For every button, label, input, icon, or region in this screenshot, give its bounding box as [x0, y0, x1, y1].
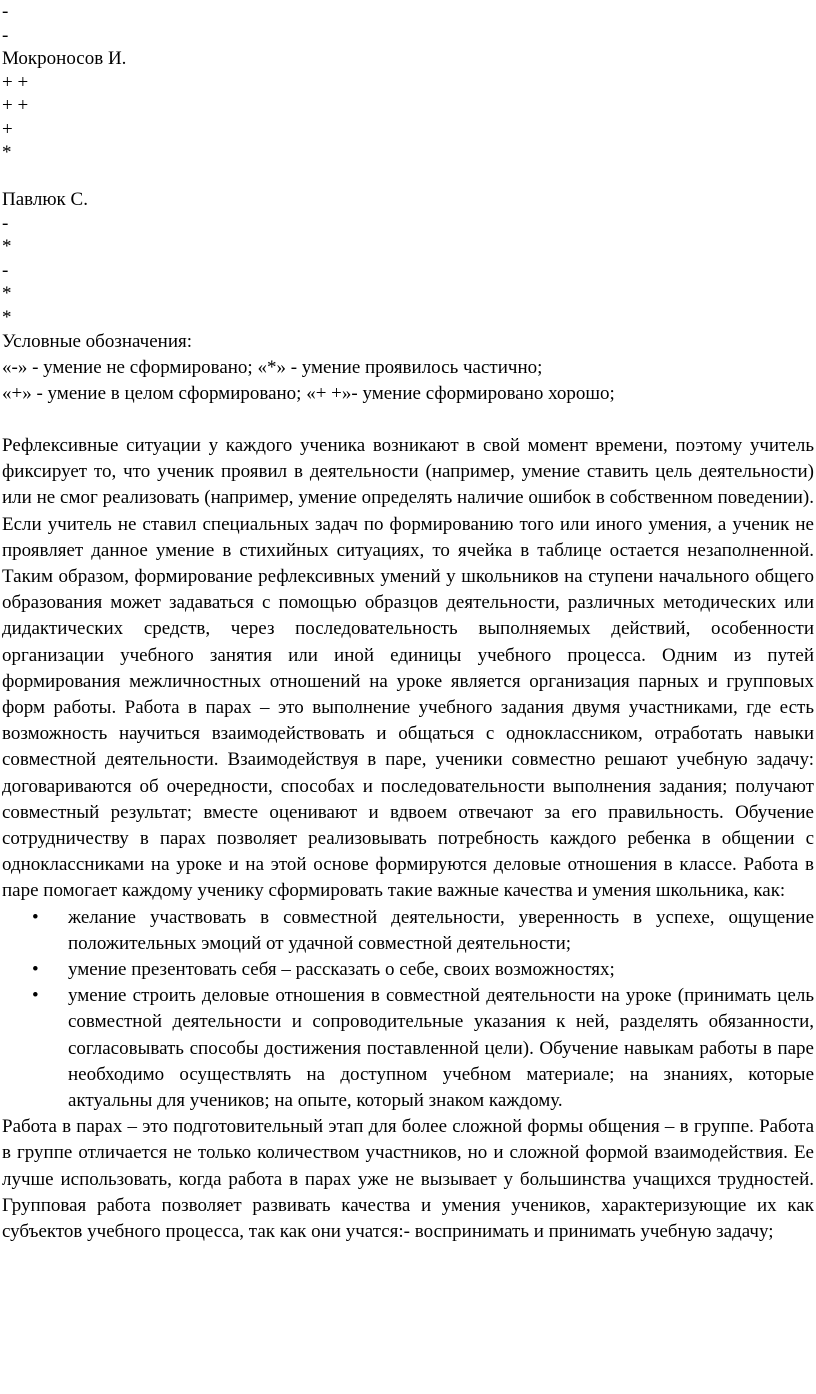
list-item: • умение презентовать себя – рассказать о себе, своих возможностях; — [2, 957, 814, 983]
mark-line: + + — [2, 95, 29, 116]
mark-line: * — [2, 306, 12, 328]
legend-line: «-» - умение не сформировано; «*» - умение проявилось частично; — [2, 357, 543, 378]
mark-line: + + — [2, 71, 29, 93]
mark-line: - — [2, 212, 9, 234]
legend-title: Условные обозначения: — [2, 331, 193, 352]
bullet-list — [2, 905, 814, 1115]
legend-line: «+» - умение в целом сформировано; «+ +»- умение сформировано хорошо; — [2, 383, 615, 404]
mark-line: + — [2, 118, 13, 140]
blank-line — [2, 407, 814, 433]
mark-line: - — [2, 24, 9, 46]
student-name: Мокроносов И. — [2, 48, 127, 69]
list-item: • умение строить деловые отношения в совместной деятельности на уроке (принимать цель совместной деятельности и сопроводительные указания к ней, разделять обязанности, согласовывать способы достижения поставленной цели). Обучение навыкам работы в паре необходимо осуществлять на доступном учебном материале; на знаниях, которые актуальны для учеников; на опыте, который знаком каждому. — [2, 983, 814, 1114]
mark-line: - — [2, 1, 9, 22]
mark-line: * — [2, 236, 12, 257]
list-item: • желание участвовать в совместной деятельности, уверенность в успехе, ощущение положительных эмоций от удачной совместной деятельности; — [2, 905, 814, 957]
mark-line: - — [2, 259, 9, 281]
blank-line — [2, 165, 814, 189]
student-name: Павлюк С. — [2, 189, 88, 210]
body-paragraph: Работа в парах – это подготовительный этап для более сложной формы общения – в группе. Работа в группе отличается не только количеством участников, но и сложной формой взаимодействия. Ее лучше использовать, когда работа в парах уже не вызывает у большинства учащихся трудностей. Групповая работа позволяет развивать качества и умения учеников, характеризующие их как субъектов учебного процесса, так как они учатся:- воспринимать и принимать учебную задачу; — [2, 1116, 814, 1243]
body-paragraph: Рефлексивные ситуации у каждого ученика возникают в свой момент времени, поэтому учитель фиксирует то, что ученик проявил в деятельности (например, умение ставить цель деятельности) или не смог реализовать (например, умение определять наличие ошибок в собственном поведении). Если учитель не ставил специальных задач по формированию того или иного умения, а ученик не проявляет данное умение в стихийных ситуациях, то ячейка в таблице остается незаполненной. Таким образом, формирование рефлексивных умений у школьников на ступени начального общего образования может задаваться с помощью образцов деятельности, различных методических или дидактических средств, через последовательность выполняемых действий, особенности организации учебного занятия или иной единицы учебного процесса. Одним из путей формирования межличностных отношений на уроке является организация парных и групповых форм работы. Работа в парах – это выполнение учебного задания двумя участниками, где есть возможность научиться взаимодействовать и общаться с одноклассником, отработать навыки совместной деятельности. Взаимодействуя в паре, ученики совместно решают учебную задачу: договариваются об очередности, способах и последовательности выполнения задания; получают совместный результат; вместе оценивают и вдвоем отвечают за его правильность. Обучение сотрудничеству в парах позволяет реализовывать потребность каждого ребенка в общении с одноклассниками на уроке и на этой основе формируются деловые отношения в классе. Работа в паре помогает каждому ученику сформировать такие важные качества и умения школьника, как: — [2, 435, 814, 902]
mark-line: * — [2, 283, 12, 304]
mark-line: * — [2, 142, 12, 163]
